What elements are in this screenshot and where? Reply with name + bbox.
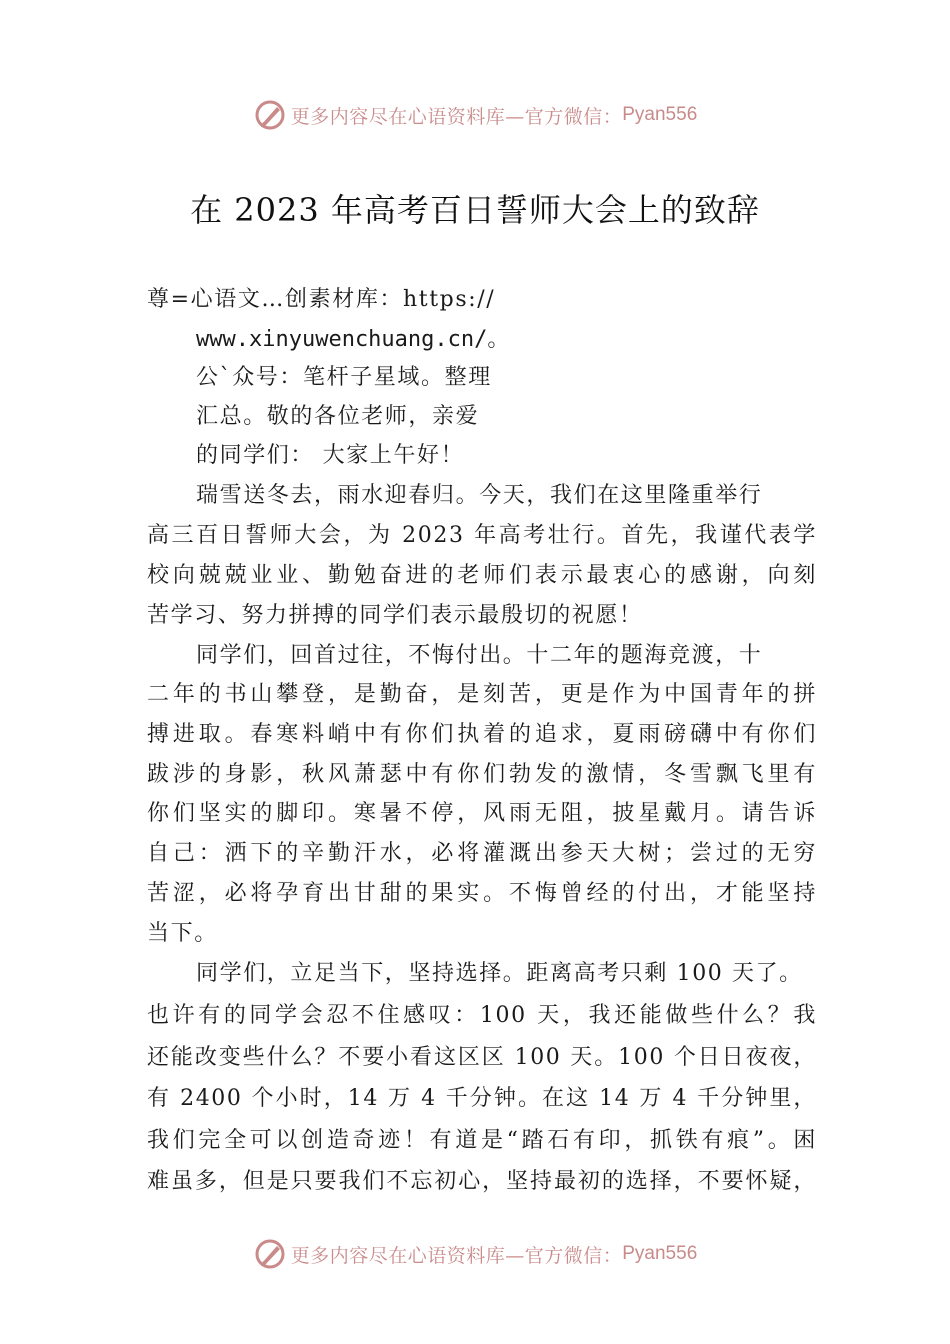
- body-line: 也许有的同学会忍不住感叹：100 天，我还能做些什么？我: [147, 1003, 817, 1028]
- body-line: 苦涩，必将孕育出甘甜的果实。不悔曾经的付出，才能坚持: [147, 881, 817, 906]
- body-line: 校向兢兢业业、勤勉奋进的老师们表示最衷心的感谢，向刻: [147, 563, 817, 588]
- body-line: 同学们，立足当下，坚持选择。距离高考只剩 100 天了。: [196, 961, 803, 986]
- body-line: 的同学们： 大家上午好！: [196, 443, 465, 468]
- body-line: 还能改变些什么？不要小看这区区 100 天。100 个日日夜夜，: [147, 1045, 817, 1070]
- footer-watermark: [0, 1234, 950, 1274]
- body-line: 你们坚实的脚印。寒暑不停，风雨无阻，披星戴月。请告诉: [147, 801, 817, 826]
- body-line: 跋涉的身影，秋风萧瑟中有你们勃发的激情，冬雪飘飞里有: [147, 762, 817, 787]
- body-line: 有 2400 个小时，14 万 4 千分钟。在这 14 万 4 千分钟里，: [147, 1086, 817, 1111]
- body-line: 高三百日誓师大会，为 2023 年高考壮行。首先，我谨代表学: [147, 523, 817, 548]
- body-line: 搏进取。春寒料峭中有你们执着的追求，夏雨磅礴中有你们: [147, 722, 817, 747]
- body-line: 公`众号：笔杆子星域。整理: [196, 365, 492, 390]
- watermark-wechat-id: Pyan556: [622, 1243, 698, 1264]
- body-line: 我们完全可以创造奇迹！有道是“踏石有印，抓铁有痕”。困: [147, 1128, 817, 1153]
- watermark-text: 更多内容尽在心语资料库—官方微信：: [290, 105, 623, 128]
- pen-logo-icon: [253, 1237, 287, 1271]
- body-line: 二年的书山攀登，是勤奋，是刻苦，更是作为中国青年的拼: [147, 682, 817, 707]
- body-line: 同学们，回首过往，不悔付出。十二年的题海竞渡，十: [196, 643, 763, 668]
- body-line: 瑞雪送冬去，雨水迎春归。今天，我们在这里隆重举行: [196, 483, 763, 508]
- watermark-wechat-id: Pyan556: [622, 104, 698, 125]
- body-line: 难虽多，但是只要我们不忘初心，坚持最初的选择，不要怀疑，: [147, 1169, 817, 1194]
- header-watermark: [0, 95, 950, 135]
- body-line: 汇总。敬的各位老师，亲爱: [196, 404, 480, 429]
- body-line: 自己：洒下的辛勤汗水，必将灌溉出参天大树；尝过的无穷: [147, 841, 817, 866]
- document-title: 在 2023 年高考百日誓师大会上的致辞: [190, 191, 760, 229]
- watermark-text: 更多内容尽在心语资料库—官方微信：: [290, 1244, 623, 1267]
- body-line: 尊=心语文…创素材库：https://: [147, 287, 496, 312]
- body-line: www.xinyuwenchuang.cn/。: [196, 327, 510, 352]
- body-line: 苦学习、努力拼搏的同学们表示最殷切的祝愿！: [147, 603, 643, 628]
- pen-logo-icon: [253, 98, 287, 132]
- body-line: 当下。: [147, 921, 218, 946]
